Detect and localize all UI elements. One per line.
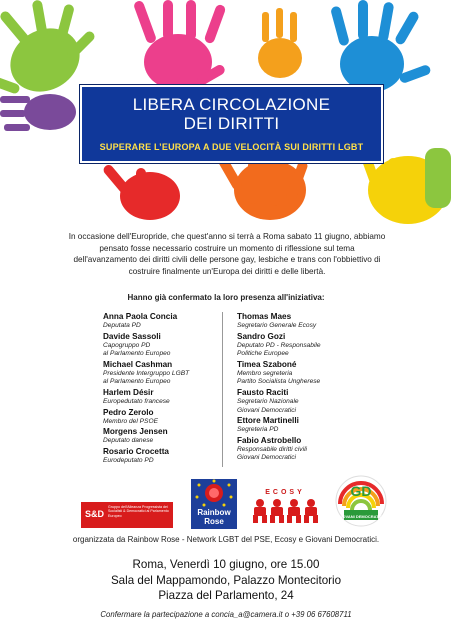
participant-role: Capogruppo PD — [103, 341, 151, 349]
participant-role: Segretario Nazionale — [237, 397, 299, 405]
participant-role: Presidente Intergruppo LGBT — [103, 369, 190, 377]
participant-role: al Parlamento Europeo — [103, 378, 171, 386]
participant-name: Michael Cashman — [103, 359, 173, 369]
participant — [103, 408, 223, 427]
participant — [103, 447, 223, 466]
event-venue: Sala del Mappamondo, Palazzo Montecitorio — [110, 573, 342, 587]
participant-role: Eurodeputato PD — [103, 456, 154, 464]
participant-role: Membro del PSOE — [103, 417, 158, 425]
ecosy-figures-icon — [251, 498, 319, 524]
title-line-2: DEI DIRITTI — [183, 114, 280, 133]
participant-role: Deputato danese — [103, 437, 154, 445]
participant-name: Rosario Crocetta — [103, 446, 169, 456]
sd-text: Gruppo dell'Alleanza Progressista dei Socialisti & Democratici al Parlamento Europeo — [108, 505, 169, 518]
participant — [237, 360, 357, 387]
participant — [237, 416, 357, 435]
subtitle: SUPERARE L’EUROPA A DUE VELOCITÀ SUI DIRITTI LGBT — [99, 142, 364, 152]
red-hand-icon — [102, 163, 180, 220]
participant — [237, 388, 357, 415]
participant-role: al Parlamento Europeo — [103, 350, 171, 358]
participant-role: Membro segreteria — [237, 369, 293, 377]
participant-name: Fausto Raciti — [237, 387, 289, 397]
confirmed-heading: Hanno già confermato la loro presenza all'iniziativa: — [127, 293, 325, 302]
purple-hand-icon — [0, 94, 76, 131]
participant — [103, 388, 223, 407]
participant-role: Partito Socialista Ungherese — [237, 378, 321, 386]
participant — [237, 312, 357, 331]
participant-role: Deputata PD — [103, 322, 141, 329]
giovani-democratici-logo — [334, 474, 388, 528]
participant-name: Sandro Gozi — [237, 331, 286, 341]
title-banner — [80, 85, 383, 163]
rainbow-rose-logo — [191, 479, 237, 529]
orange-hand-small-icon — [258, 8, 302, 78]
participant — [103, 360, 223, 387]
rsvp-text: Confermare la partecipazione a concia_a@camera.it o +39 06 67608711 — [100, 610, 352, 619]
participant-name: Morgens Jensen — [103, 427, 168, 437]
pink-hand-icon — [133, 0, 227, 90]
participant — [237, 436, 357, 463]
gd-text: GIOVANI DEMOCRATICI — [338, 514, 384, 519]
participant — [237, 332, 357, 359]
gd-abbrev: GD — [350, 483, 372, 499]
participant-role: Giovani Democratici — [237, 406, 296, 414]
event-date: Roma, Venerdì 10 giugno, ore 15.00 — [132, 558, 320, 571]
event-details — [40, 557, 412, 604]
participant-name: Pedro Zerolo — [103, 407, 154, 417]
participant-role: Politiche Europee — [237, 350, 289, 358]
gd-rainbow-icon — [334, 474, 388, 528]
participant-name: Anna Paola Concia — [103, 312, 178, 321]
event-address: Piazza del Parlamento, 24 — [158, 589, 294, 602]
sd-abbrev: S&D — [85, 509, 105, 519]
participant-name: Fabio Astrobello — [237, 435, 302, 445]
participants-right-column — [237, 312, 357, 464]
rose-stars-icon — [191, 479, 237, 509]
blue-hand-icon — [330, 0, 432, 92]
sd-logo — [81, 502, 173, 528]
participant-name: Davide Sassoli — [103, 331, 161, 341]
participant-name: Thomas Maes — [237, 312, 292, 321]
ecosy-logo — [251, 489, 319, 523]
participant — [103, 427, 223, 446]
participant-role: Europedutato francese — [103, 397, 170, 405]
participant-role: Responsabile diritti civili — [237, 445, 307, 453]
ecosy-label: ECOSY — [265, 489, 305, 496]
participant-name: Timea Szaboné — [237, 359, 297, 369]
column-divider — [222, 312, 223, 467]
participant-role: Segreteria PD — [237, 426, 279, 434]
participant-name: Ettore Martinelli — [237, 416, 299, 426]
participant — [103, 332, 223, 359]
rainbow-rose-label: Rainbow Rose — [197, 508, 231, 526]
participant-role: Giovani Democratici — [237, 454, 296, 462]
participants-left-column — [103, 312, 223, 466]
participant-role: Deputato PD - Responsabile — [237, 341, 321, 349]
green-hand-right-icon — [425, 148, 451, 208]
participant — [103, 312, 223, 331]
participant-role: Segretario Generale Ecosy — [237, 322, 317, 329]
participant-name: Harlem Désir — [103, 387, 154, 397]
intro-paragraph: In occasione dell'Europride, che quest'anno si terrà a Roma sabato 11 giugno, abbiamo pensato fosse necessario costruire un momento di riflessione sul tema dell'avanzamento dei diritti civili delle persone gay, lesbiche e trans con l'obbiettivo di costruire finalmente un'Europa dei diritti e delle libertà. — [68, 232, 386, 276]
title-line-1: LIBERA CIRCOLAZIONE — [132, 95, 331, 114]
organizers-text: organizzata da Rainbow Rose - Network LGBT del PSE, Ecosy e Giovani Democratici. — [72, 535, 380, 544]
